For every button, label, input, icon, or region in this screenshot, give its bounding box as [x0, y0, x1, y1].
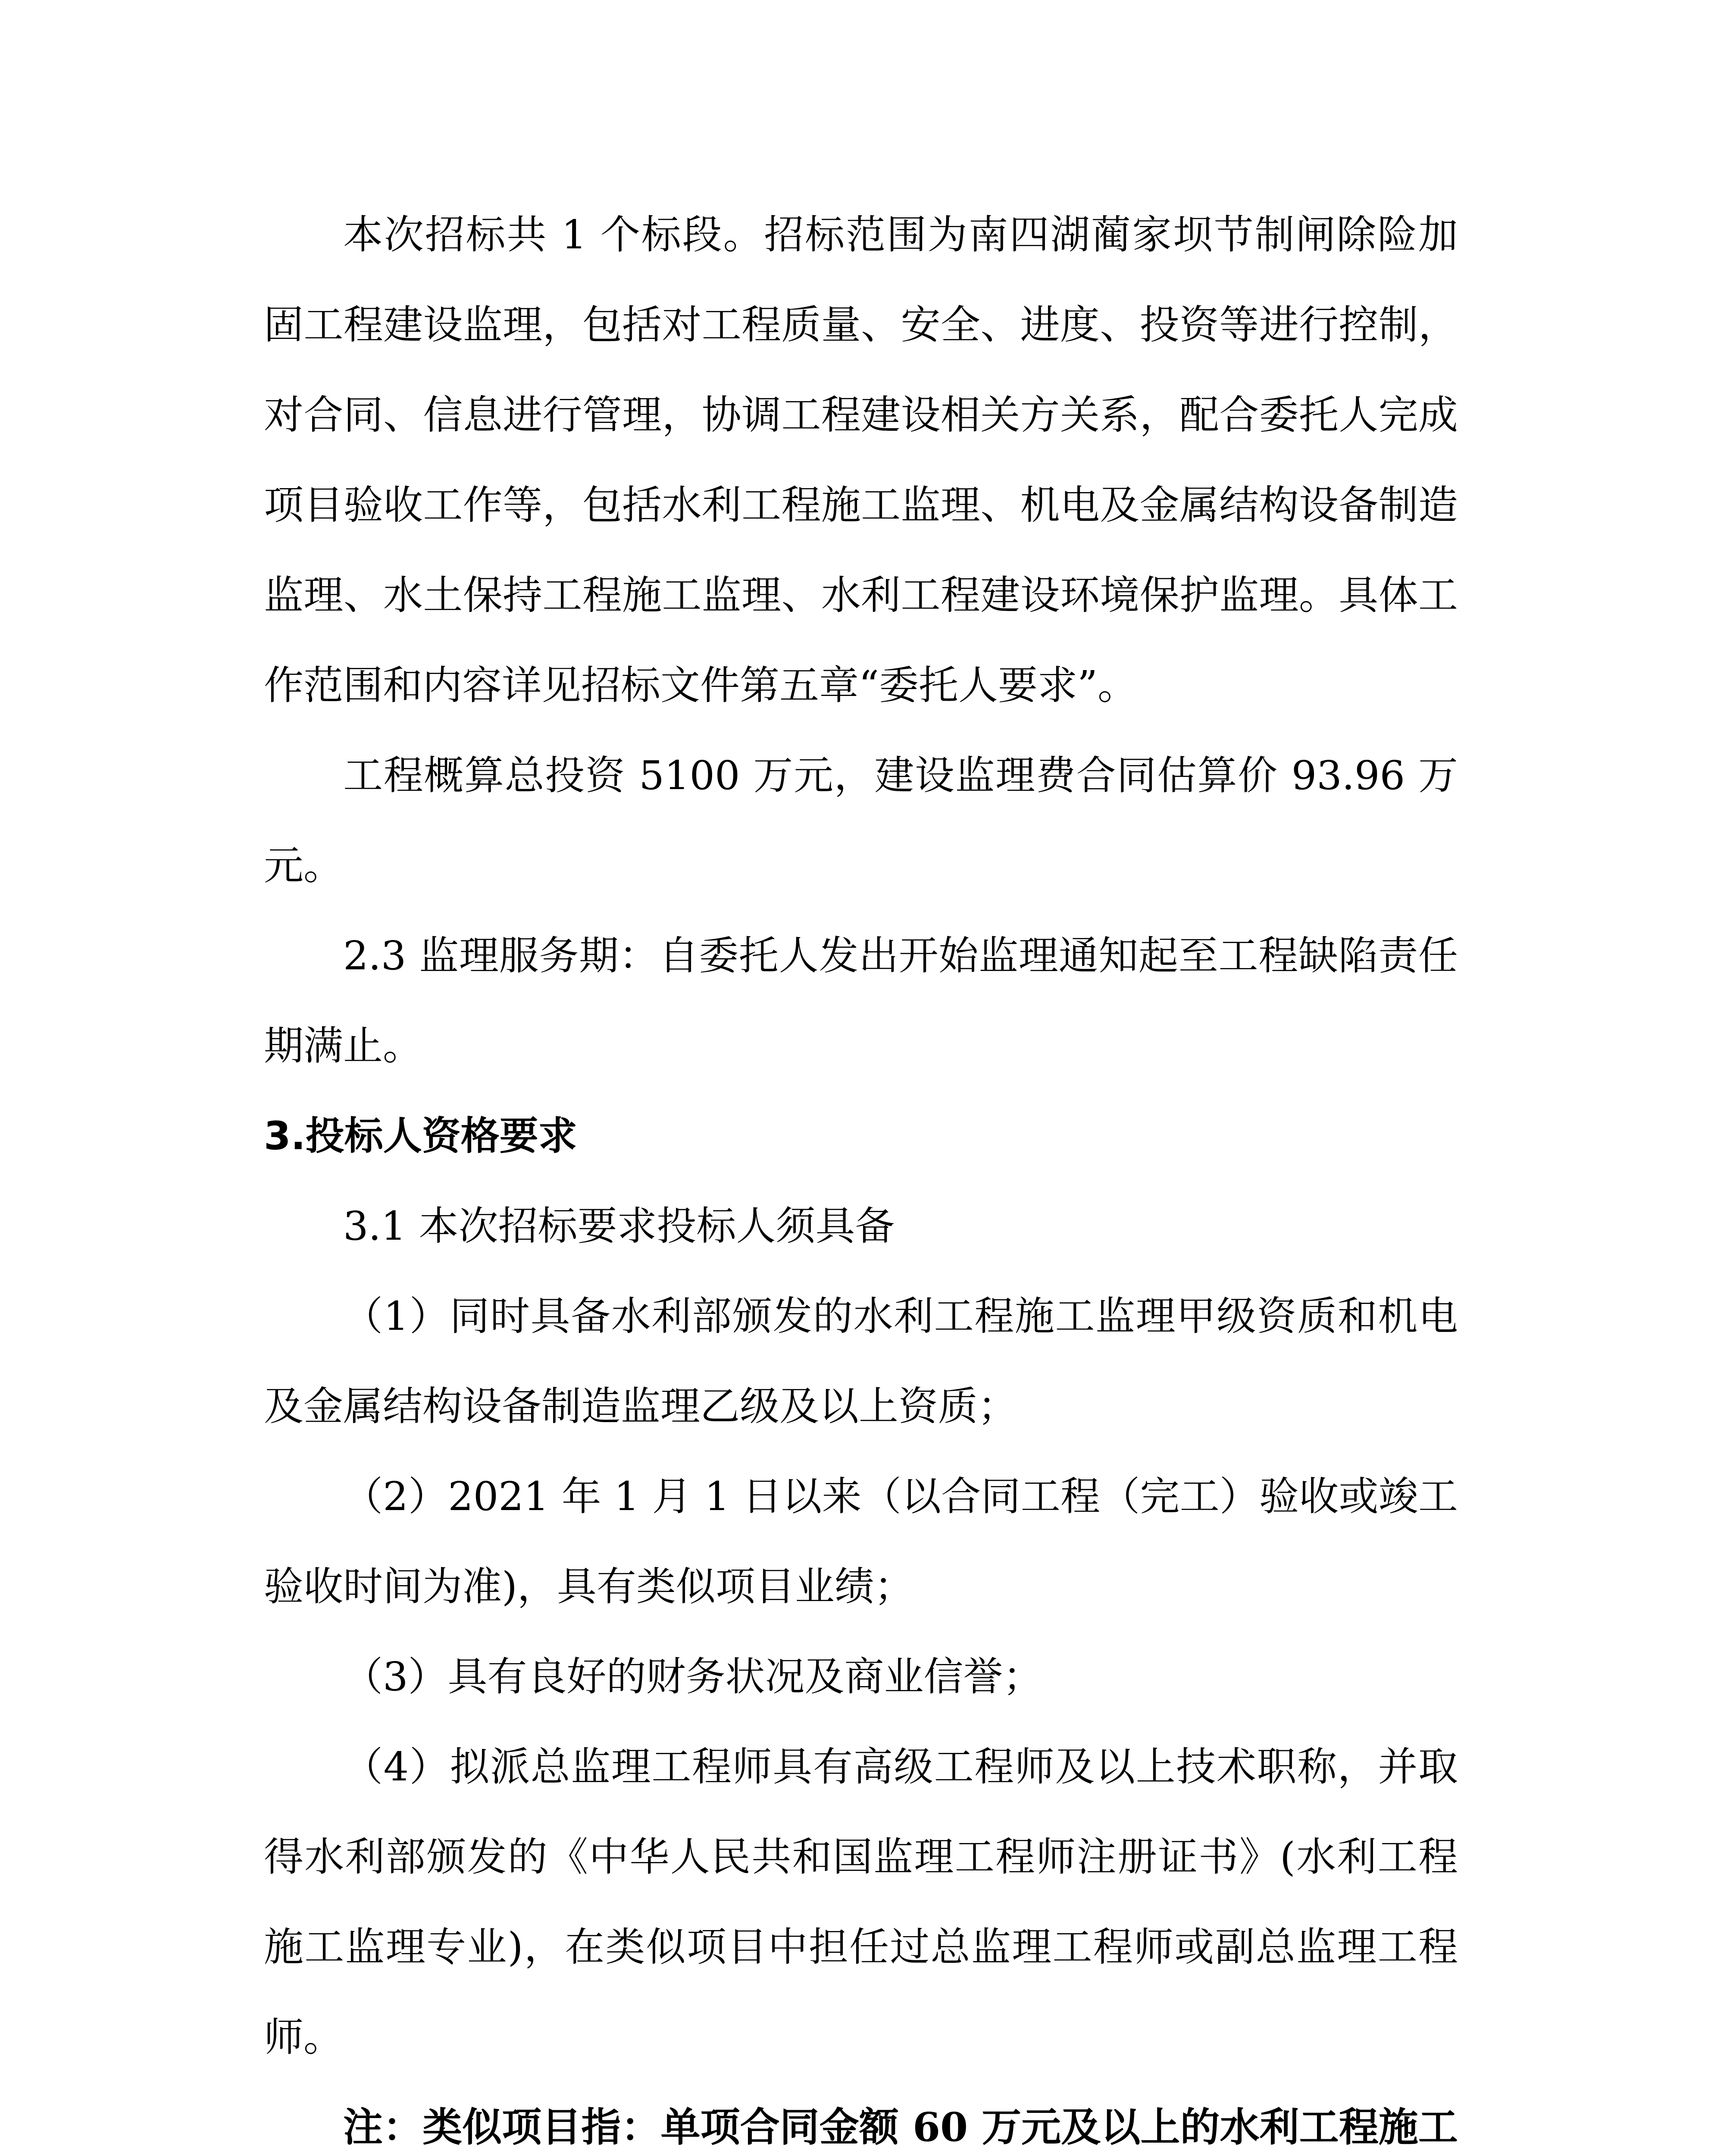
paragraph-investment: 工程概算总投资 5100 万元，建设监理费合同估算价 93.96 万元。 [264, 752, 1458, 889]
paragraph-tender-scope: 本次招标共 1 个标段。招标范围为南四湖蔺家坝节制闸除险加固工程建设监理，包括对工程质量、安全、进度、投资等进行控制，对合同、信息进行管理，协调工程建设相关方关系，配合委托人完成项目验收工作等，包括水利工程施工监理、机电及金属结构设备制造监理、水土保持工程施工监理、水利工程建设环境保护监理。具体工作范围和内容详见招标文件第五章“委托人要求”。 [264, 212, 1458, 708]
paragraph-requirement-3-1: 3.1 本次招标要求投标人须具备 [343, 1203, 895, 1249]
note-similar-projects: 注：类似项目指：单项合同金额 60 万元及以上的水利工程施工 [343, 2104, 1458, 2150]
requirement-item-4: （4）拟派总监理工程师具有高级工程师及以上技术职称，并取得水利部颁发的《中华人民共和国监理工程师注册证书》(水利工程施工监理专业)，在类似项目中担任过总监理工程师或副总监理工程师。 [264, 1744, 1458, 2060]
section-heading-bidder-qualification: 3.投标人资格要求 [264, 1113, 577, 1159]
requirement-item-1: （1）同时具备水利部颁发的水利工程施工监理甲级资质和机电及金属结构设备制造监理乙级及以上资质； [264, 1293, 1458, 1429]
requirement-item-3: （3）具有良好的财务状况及商业信誉； [343, 1654, 1043, 1700]
document-body [264, 190, 1458, 2156]
paragraph-service-period: 2.3 监理服务期：自委托人发出开始监理通知起至工程缺陷责任期满止。 [264, 933, 1458, 1069]
requirement-item-2: （2）2021 年 1 月 1 日以来（以合同工程（完工）验收或竣工验收时间为准)，具有类似项目业绩； [264, 1473, 1458, 1610]
